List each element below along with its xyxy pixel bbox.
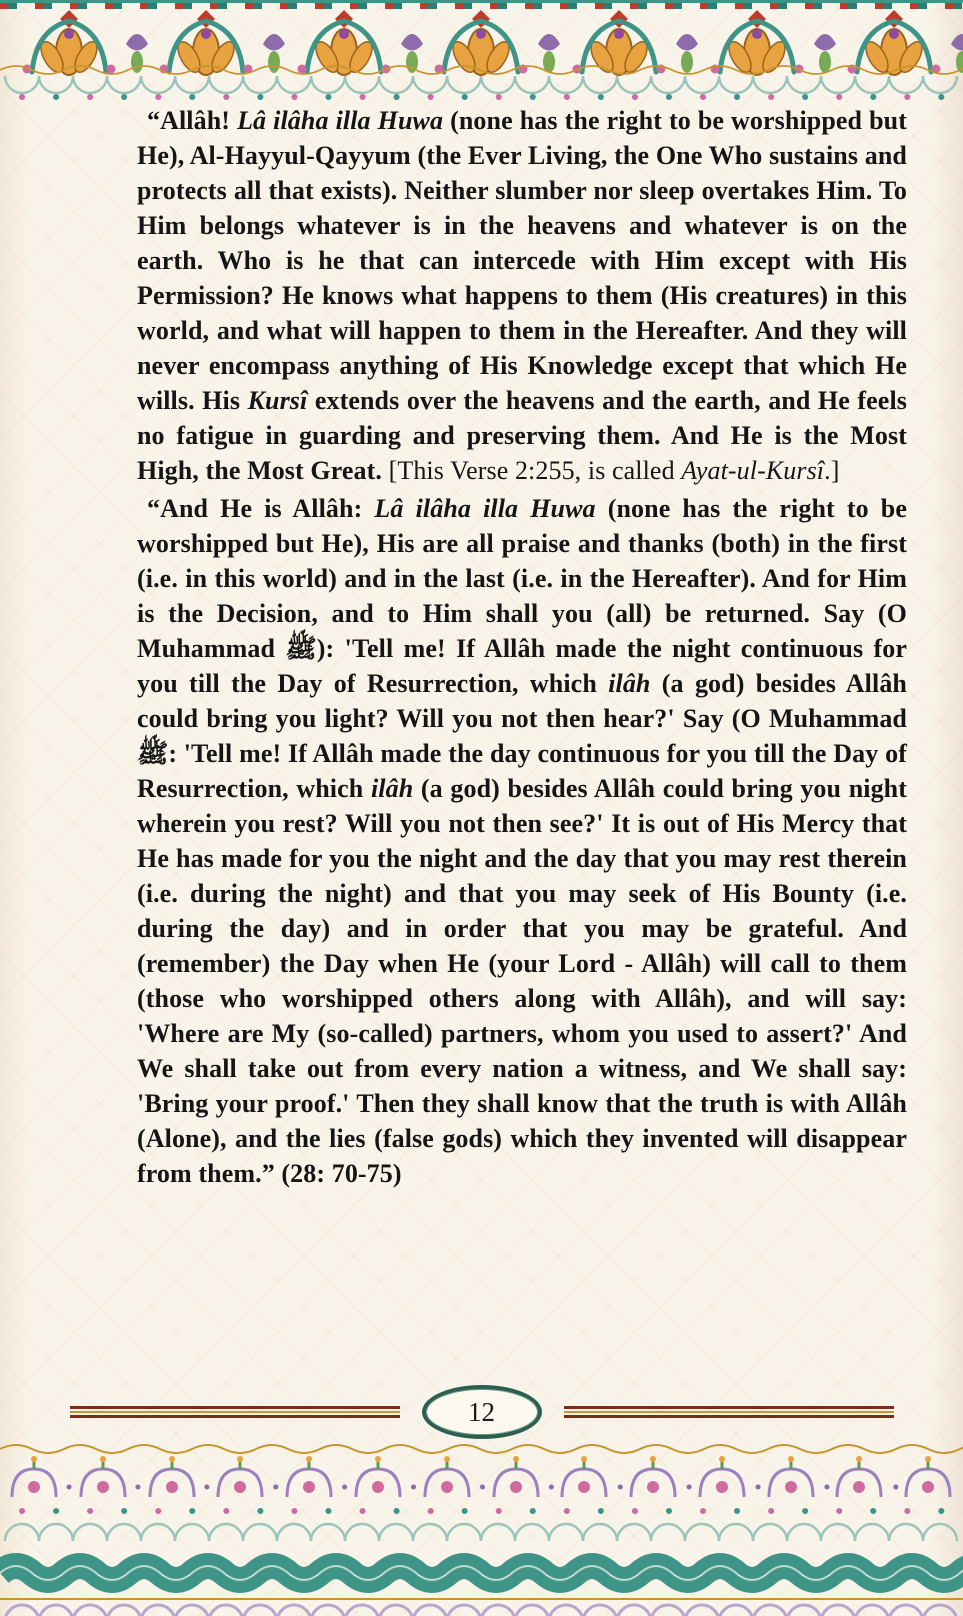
paragraph-ayat-ul-kursi bbox=[137, 103, 907, 488]
text-segment: (none has the right to be worshipped but He), Al-Hayyul-Qayyum (the Ever Living, the One Who sustains and protects all that exists). Neither slumber nor sleep overtakes Him. To Him belongs whatever is in the heavens and whatever is on the earth. Who is he that can intercede with Him except with His Permission? He knows what happens to them (His creatures) in this world, and what will happen to them in the Hereafter. And they will never encompass anything of His Knowledge except that which He wills. His bbox=[137, 106, 907, 415]
text-segment: ilâh bbox=[370, 774, 414, 803]
footer-rule-right bbox=[564, 1406, 894, 1418]
lace-scallops bbox=[5, 76, 957, 93]
bottom-ornamental-border bbox=[0, 1441, 963, 1616]
text-segment: (a god) besides Allâh could bring you light? Will you not then hear?' Say (O Muhammad ﷺ: 'Tell me! If Allâh made the day continuous for you till the Day of Resurrection, which bbox=[137, 669, 907, 803]
page-number: 12 bbox=[468, 1396, 495, 1427]
arch-medallion-row bbox=[12, 1456, 950, 1497]
page-text bbox=[137, 103, 907, 1191]
paragraph-surah-qasas bbox=[137, 491, 907, 1191]
text-segment: Ayat-ul-Kursî bbox=[681, 456, 825, 485]
text-segment: .] bbox=[824, 456, 840, 485]
text-segment: Lâ ilâha illa Huwa bbox=[237, 106, 444, 135]
footer-rule-left bbox=[70, 1406, 400, 1418]
lace-scallops bbox=[5, 1524, 957, 1541]
text-segment: ilâh bbox=[608, 669, 651, 698]
text-segment: “And He is Allâh: bbox=[147, 494, 375, 523]
bottom-border-art bbox=[0, 1441, 963, 1616]
text-segment: Lâ ilâha illa Huwa bbox=[374, 494, 596, 523]
text-segment: [This Verse 2:255, is called bbox=[388, 456, 682, 485]
top-ornamental-border bbox=[0, 0, 963, 100]
text-segment: (a god) besides Allâh could bring you night wherein you rest? Will you not then see?' It is out of His Mercy that He has made for you the night and the day that you may rest therein (i.e. during the night) and that you may seek of His Bounty (i.e. during the day) and in order that you may be grateful. And (remember) the Day when He (your Lord - Allâh) will call to them (those who worshipped others along with Allâh), and will say: 'Where are My (so-called) partners, whom you used to assert?' And We shall take out from every nation a witness, and We shall say: 'Bring your proof.' Then they shall know that the truth is with Allâh (Alone), and the lies (false gods) which they invented will disappear from them.” (28: 70-75) bbox=[137, 774, 908, 1188]
page-number-badge bbox=[422, 1385, 542, 1439]
text-segment: (none has the right to be worshipped but He), His are all praise and thanks (both) in the first (i.e. in this world) and in the last (i.e. in the Hereafter). And for Him is the Decision, and to Him shall you (all) be returned. Say (O Muhammad ﷺ): 'Tell me! If Allâh made the night continuous for you till the Day of Resurrection, which bbox=[137, 494, 907, 698]
text-segment: “Allâh! bbox=[147, 106, 238, 135]
text-segment: extends over the heavens and the earth, and He feels no fatigue in guarding and preserving them. And He is the Most High, the Most Great. bbox=[137, 386, 907, 485]
top-border-art bbox=[0, 0, 963, 100]
page-footer bbox=[0, 1386, 963, 1438]
text-segment: Kursî bbox=[247, 386, 308, 415]
